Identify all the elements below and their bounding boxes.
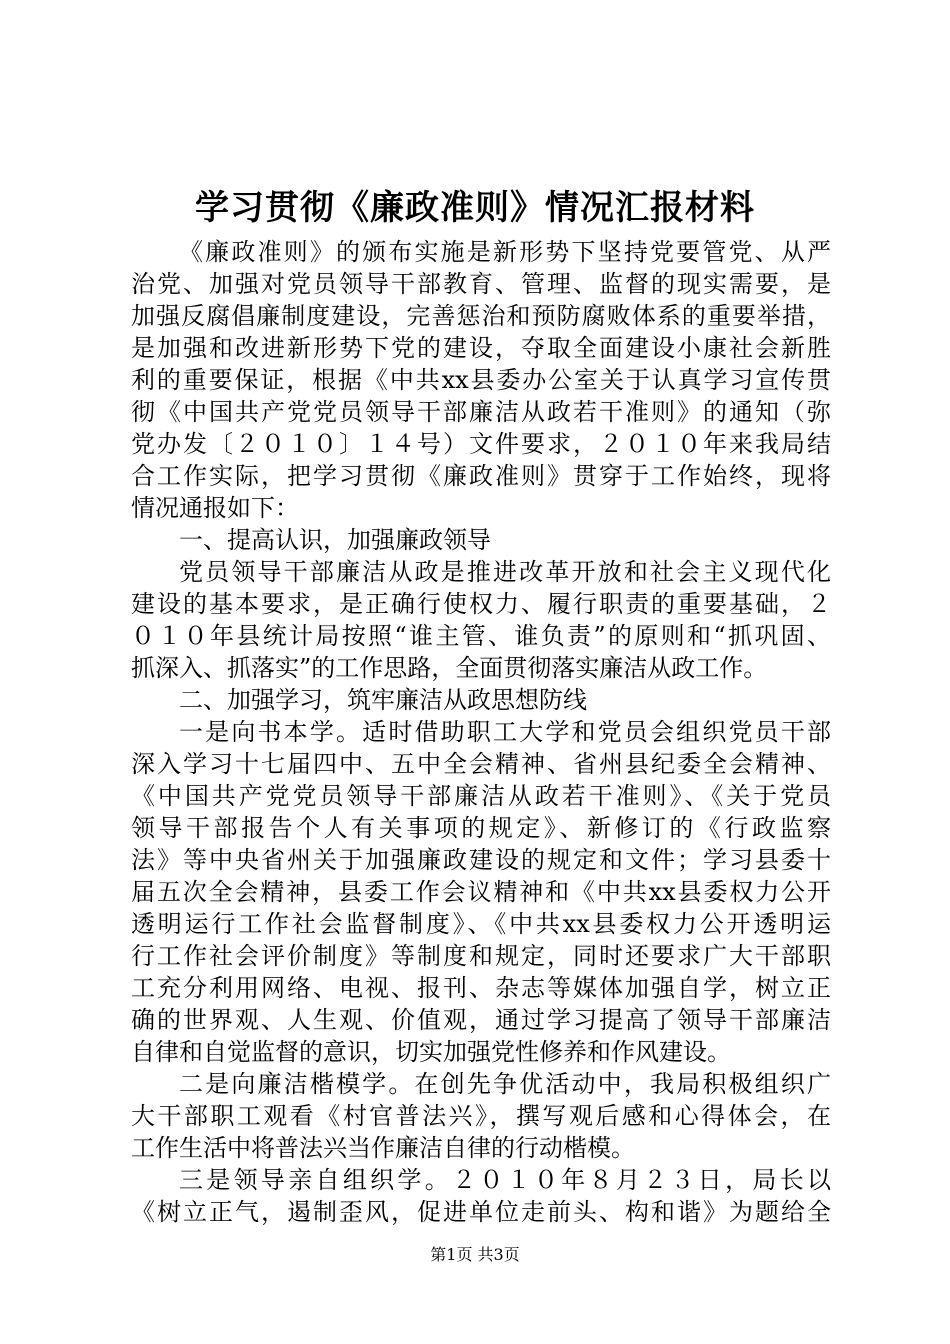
body-line: 透明运行工作社会监督制度》、《中共xx县委权力公开透明运 bbox=[131, 910, 831, 938]
document-body bbox=[131, 236, 831, 1228]
section-heading: 二、加强学习，筑牢廉洁从政思想防线 bbox=[179, 686, 587, 714]
body-line: 届五次全会精神，县委工作会议精神和《中共xx县委权力公开 bbox=[131, 878, 831, 906]
body-line: 治党、加强对党员领导干部教育、管理、监督的现实需要，是 bbox=[131, 270, 831, 298]
body-line: 党员领导干部廉洁从政是推进改革开放和社会主义现代化 bbox=[179, 558, 831, 586]
body-line: 抓深入、抓落实”的工作思路，全面贯彻落实廉洁从政工作。 bbox=[131, 654, 768, 682]
body-line: 合工作实际，把学习贯彻《廉政准则》贯穿于工作始终，现将 bbox=[131, 462, 831, 490]
body-line: 自律和自觉监督的意识，切实加强党性修养和作风建设。 bbox=[131, 1038, 731, 1066]
body-line: 利的重要保证，根据《中共xx县委办公室关于认真学习宣传贯 bbox=[131, 366, 831, 394]
body-line: 大干部职工观看《村官普法兴》，撰写观后感和心得体会，在 bbox=[131, 1102, 831, 1130]
body-line: 是加强和改进新形势下党的建设，夺取全面建设小康社会新胜 bbox=[131, 334, 831, 362]
body-line: 确的世界观、人生观、价值观，通过学习提高了领导干部廉洁 bbox=[131, 1006, 831, 1034]
body-line: 行工作社会评价制度》等制度和规定，同时还要求广大干部职 bbox=[131, 942, 831, 970]
body-line: 领导干部报告个人有关事项的规定》、新修订的《行政监察 bbox=[131, 814, 831, 842]
section-heading: 一、提高认识，加强廉政领导 bbox=[179, 526, 491, 554]
body-line: 党办发〔２０１０〕１４号）文件要求，２０１０年来我局结 bbox=[131, 430, 831, 458]
body-line: 工充分利用网络、电视、报刊、杂志等媒体加强自学，树立正 bbox=[131, 974, 831, 1002]
body-line: 工作生活中将普法兴当作廉洁自律的行动楷模。 bbox=[131, 1134, 635, 1162]
body-line: 二是向廉洁楷模学。在创先争优活动中，我局积极组织广 bbox=[179, 1070, 831, 1098]
body-line: 三是领导亲自组织学。２０１０年８月２３日，局长以 bbox=[179, 1166, 831, 1194]
body-line: 《树立正气，遏制歪风，促进单位走前头、构和谐》为题给全 bbox=[131, 1198, 831, 1226]
body-line: ０１０年县统计局按照“谁主管、谁负责”的原则和“抓巩固、 bbox=[131, 622, 831, 650]
body-line: 《中国共产党党员领导干部廉洁从政若干准则》、《关于党员 bbox=[131, 782, 831, 810]
body-line: 深入学习十七届四中、五中全会精神、省州县纪委全会精神、 bbox=[131, 750, 831, 778]
body-line: 法》等中央省州关于加强廉政建设的规定和文件；学习县委十 bbox=[131, 846, 831, 874]
body-line: 彻《中国共产党党员领导干部廉洁从政若干准则》的通知（弥 bbox=[131, 398, 831, 426]
body-line: 建设的基本要求，是正确行使权力、履行职责的重要基础，２ bbox=[131, 590, 831, 618]
body-line: 一是向书本学。适时借助职工大学和党员会组织党员干部 bbox=[179, 718, 831, 746]
page-footer: 第1页 共3页 bbox=[430, 1245, 520, 1264]
body-line: 情况通报如下： bbox=[131, 494, 299, 522]
document-title: 学习贯彻《廉政准则》情况汇报材料 bbox=[195, 188, 755, 228]
body-line: 加强反腐倡廉制度建设，完善惩治和预防腐败体系的重要举措， bbox=[131, 302, 831, 330]
body-line: 《廉政准则》的颁布实施是新形势下坚持党要管党、从严 bbox=[179, 238, 831, 266]
